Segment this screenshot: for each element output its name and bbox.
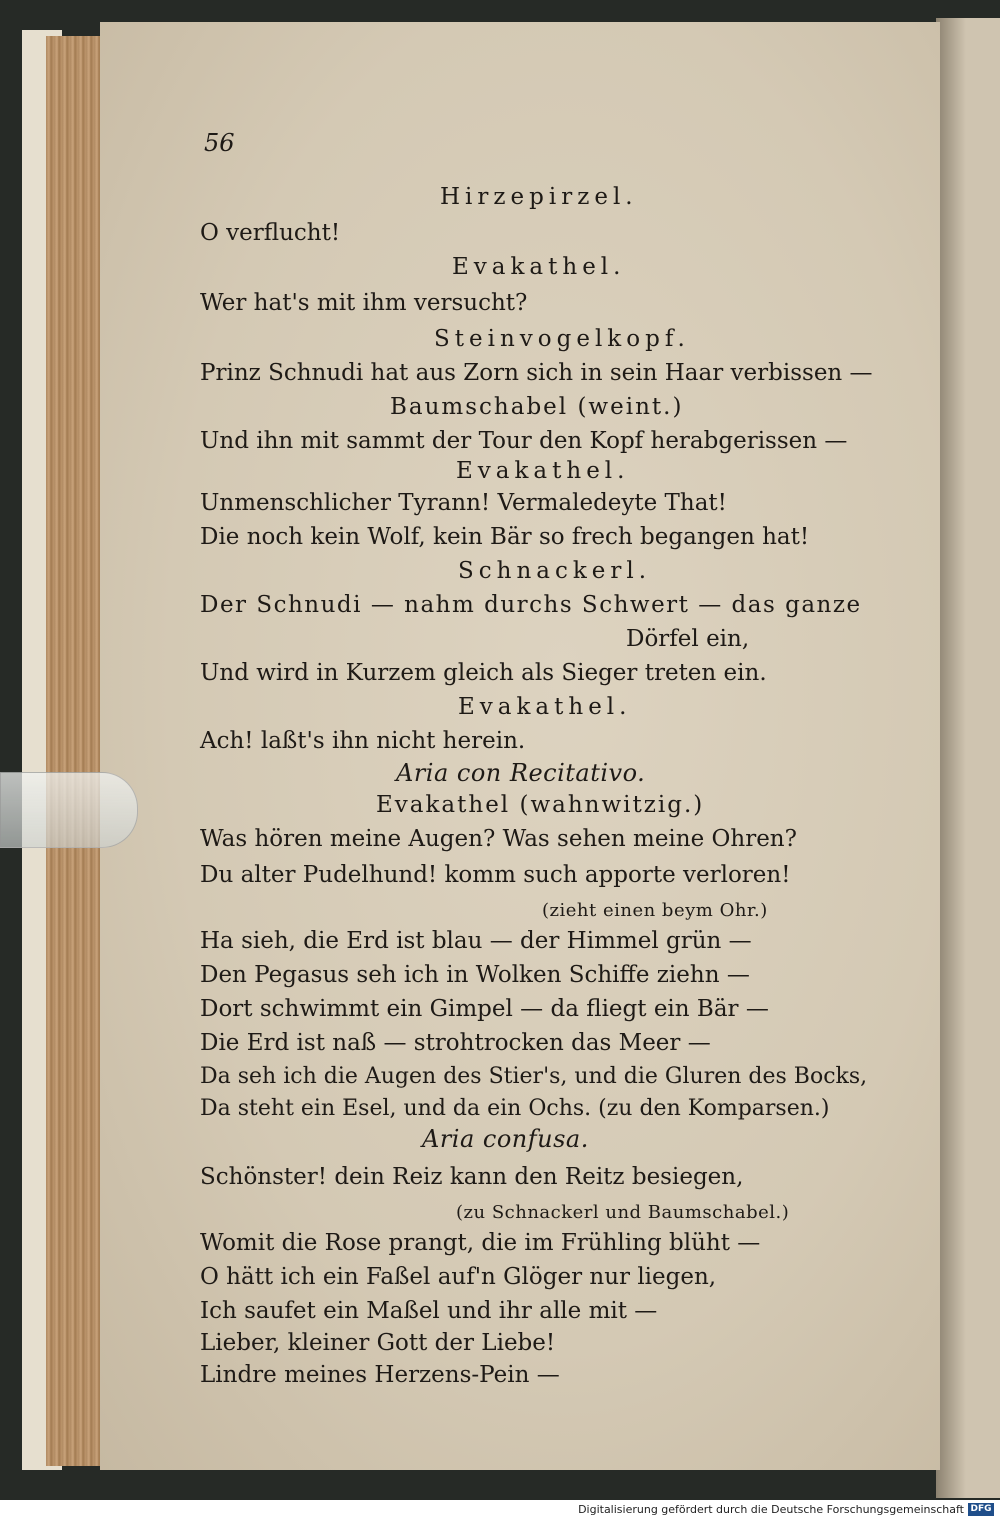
verse-line: Und wird in Kurzem gleich als Sieger treten ein. [200, 660, 767, 686]
verse-line: O verflucht! [200, 220, 341, 246]
verse-line: Den Pegasus seh ich in Wolken Schiffe ziehn — [200, 962, 750, 988]
aria-heading: Aria con Recitativo. [396, 759, 646, 787]
verse-line: Und ihn mit sammt der Tour den Kopf herabgerissen — [200, 428, 848, 454]
verse-line: Lindre meines Herzens-Pein — [200, 1362, 560, 1388]
speaker-line: Schnackerl. [458, 558, 652, 584]
verse-line: Dort schwimmt ein Gimpel — da fliegt ein Bär — [200, 996, 769, 1022]
verse-line: Lieber, kleiner Gott der Liebe! [200, 1330, 556, 1356]
verse-line: Was hören meine Augen? Was sehen meine Ohren? [200, 826, 797, 852]
speaker-line: Hirzepirzel. [440, 184, 638, 210]
stage-direction: (zu Schnackerl und Baumschabel.) [456, 1202, 790, 1223]
verse-line: Die noch kein Wolf, kein Bär so frech begangen hat! [200, 524, 810, 550]
funding-note: Digitalisierung gefördert durch die Deutsche Forschungsgemeinschaft [578, 1503, 964, 1516]
speaker-line: Baumschabel (weint.) [390, 394, 684, 420]
verse-line: Die Erd ist naß — strohtrocken das Meer — [200, 1030, 711, 1056]
page-block-edge [46, 36, 106, 1466]
verse-line: Prinz Schnudi hat aus Zorn sich in sein Haar verbissen — [200, 360, 873, 386]
verse-line: Womit die Rose prangt, die im Frühling blüht — [200, 1230, 761, 1256]
verse-line: Schönster! dein Reiz kann den Reitz besiegen, [200, 1164, 744, 1190]
verse-line: Wer hat's mit ihm versucht? [200, 290, 528, 316]
footer-bar [0, 1500, 1000, 1520]
aria-heading: Aria confusa. [422, 1125, 589, 1153]
book-page [100, 22, 940, 1470]
verse-line: Da steht ein Esel, und da ein Ochs. (zu den Komparsen.) [200, 1096, 830, 1121]
verse-line: Du alter Pudelhund! komm such apporte verloren! [200, 862, 791, 888]
verse-line: Da seh ich die Augen des Stier's, und die Gluren des Bocks, [200, 1064, 868, 1089]
verse-line: Ha sieh, die Erd ist blau — der Himmel grün — [200, 928, 752, 954]
speaker-line: Evakathel (wahnwitzig.) [376, 792, 705, 818]
dfg-logo-icon: DFG [968, 1503, 994, 1516]
verse-line: Unmenschlicher Tyrann! Vermaledeyte That! [200, 490, 727, 516]
speaker-line: Steinvogelkopf. [434, 326, 690, 352]
speaker-line: Evakathel. [452, 254, 626, 280]
verse-line: Ach! laßt's ihn nicht herein. [200, 728, 526, 754]
verse-line: Dörfel ein, [626, 626, 750, 652]
verse-line: O hätt ich ein Faßel auf'n Glöger nur liegen, [200, 1264, 717, 1290]
verse-line: Ich saufet ein Maßel und ihr alle mit — [200, 1298, 658, 1324]
gutter-shadow [936, 18, 966, 1498]
verse-line: Der Schnudi — nahm durchs Schwert — das ganze [200, 592, 862, 618]
speaker-line: Evakathel. [456, 458, 630, 484]
page-clip [0, 772, 138, 848]
stage-direction: (zieht einen beym Ohr.) [542, 900, 768, 921]
speaker-line: Evakathel. [458, 694, 632, 720]
page-number: 56 [204, 129, 235, 157]
